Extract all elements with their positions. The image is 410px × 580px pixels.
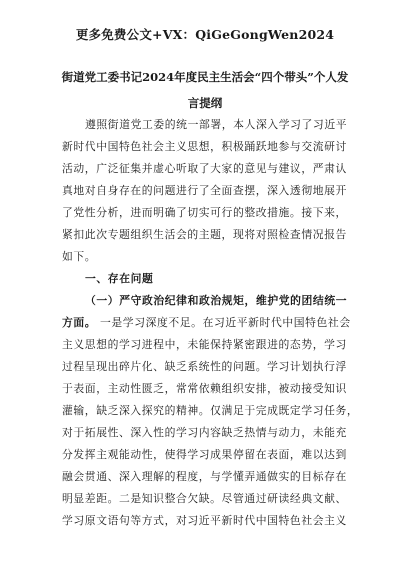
paragraph-line: 明显差距。二是知识整合欠缺。尽管通过研读经典文献、 <box>62 492 347 505</box>
paragraph-line: 活动，广泛征集并虚心听取了大家的意见与建议，严肃认 <box>62 162 347 175</box>
paragraph-line: 一是学习深度不足。在习近平新时代中国特色社会 <box>100 316 351 329</box>
title-line-2: 言提纲 <box>187 96 223 110</box>
paragraph-line: 融会贯通、深入理解的程度，与学懂弄通做实的目标存在 <box>62 470 347 483</box>
paragraph-line: 分发挥主观能动性，使得学习成果停留在表面，难以达到 <box>62 448 347 461</box>
paragraph-line: 紧扣此次专题组织生活会的主题，现将对照检查情况报告 <box>62 228 347 241</box>
paragraph-line: 了党性分析，进而明确了切实可行的整改措施。接下来， <box>62 206 347 219</box>
paragraph-line: 于表面，主动性匮乏，常常依赖组织安排，被动接受知识 <box>62 382 347 395</box>
paragraph-line: 如下。 <box>62 250 97 263</box>
document-title <box>42 64 368 116</box>
header-text: 更多免费公文+VX：QiGeGongWen2024 <box>75 27 335 42</box>
paragraph-line: 主义思想的学习进程中，未能保持紧密跟进的态势，学习 <box>62 338 347 351</box>
title-line-1: 街道党工委书记2024年度民主生活会“四个带头”个人发 <box>61 70 349 84</box>
paragraph-line: 学习原文语句等方式，对习近平新时代中国特色社会主义 <box>62 514 347 527</box>
paragraph-line: 对于拓展性、深入性的学习内容缺乏热情与动力，未能充 <box>62 426 347 439</box>
subsection-heading-line-2: 方面。 <box>62 316 97 329</box>
paragraph-line: 过程呈现出碎片化、缺乏系统性的问题。学习计划执行浮 <box>62 360 347 373</box>
paragraph-line: 真地对自身存在的问题进行了全面查摆，深入透彻地展开 <box>62 184 347 197</box>
paragraph-line: 灌输，缺乏深入探究的精神。仅满足于完成既定学习任务， <box>62 404 359 417</box>
section-heading: 一、存在问题 <box>85 272 154 285</box>
paragraph-line: 遵照街道党工委的统一部署，本人深入学习了习近平 <box>85 118 348 131</box>
paragraph-line: 新时代中国特色社会主义思想，积极踊跃地参与交流研讨 <box>62 140 347 153</box>
subsection-heading-line-1: （一）严守政治纪律和政治规矩，维护党的团结统一 <box>85 294 348 307</box>
